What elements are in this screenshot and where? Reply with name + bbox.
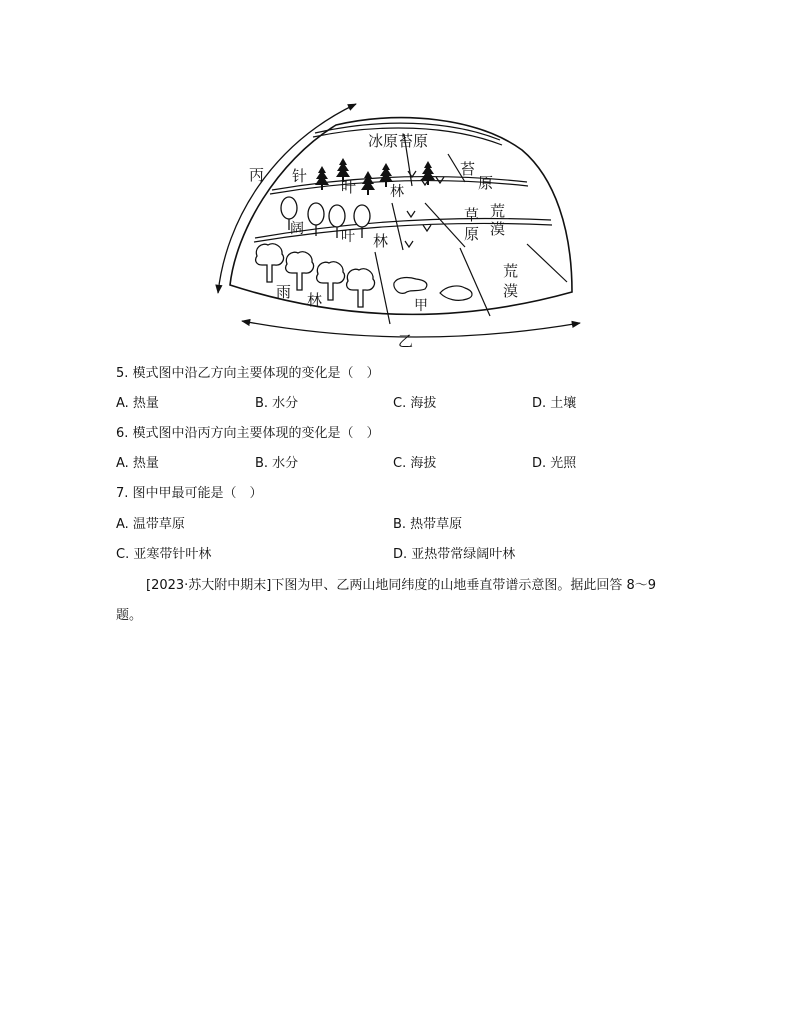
question-5-stem: 5. 模式图中沿乙方向主要体现的变化是（ ） bbox=[116, 366, 380, 381]
question-7-option-c: C. 亚寒带针叶林 bbox=[116, 547, 212, 562]
question-5-option-d: D. 土壤 bbox=[532, 396, 577, 411]
question-5-option-b: B. 水分 bbox=[255, 396, 299, 411]
zone-label-grass-2: 原 bbox=[464, 225, 480, 243]
vertical-zonation-diagram bbox=[210, 98, 590, 348]
arrow-label-yi: 乙 bbox=[398, 332, 414, 348]
zone-label-broadleaf-3: 林 bbox=[373, 232, 389, 250]
zone-label-desert-lower-1: 荒 bbox=[503, 262, 519, 280]
zone-label-tundra-1: 苔 bbox=[460, 160, 476, 178]
zone-label-rain-2: 林 bbox=[307, 291, 323, 309]
question-6-option-d: D. 光照 bbox=[532, 456, 577, 471]
zone-label-conifer-2: 叶 bbox=[341, 178, 357, 196]
zone-label-desert-upper-2: 漠 bbox=[490, 220, 506, 238]
question-6-option-b: B. 水分 bbox=[255, 456, 299, 471]
question-5-option-c: C. 海拔 bbox=[393, 396, 437, 411]
question-6-option-c: C. 海拔 bbox=[393, 456, 437, 471]
question-6-option-a: A. 热量 bbox=[116, 456, 159, 471]
intro-paragraph: [2023·苏大附中期末]下图为甲、乙两山地同纬度的山地垂直带谱示意图。据此回答 8～9 题。 bbox=[116, 578, 657, 623]
zone-label-conifer-3: 林 bbox=[390, 184, 404, 200]
question-7-option-a: A. 温带草原 bbox=[116, 517, 185, 532]
zone-label-grass-1: 草 bbox=[464, 206, 480, 224]
zone-label-conifer-1: 针 bbox=[292, 167, 308, 185]
question-7-stem: 7. 图中甲最可能是（ ） bbox=[116, 486, 263, 501]
question-7-option-b: B. 热带草原 bbox=[393, 517, 463, 532]
zone-label-broadleaf-2: 叶 bbox=[341, 229, 355, 245]
question-5-option-a: A. 热量 bbox=[116, 396, 159, 411]
zone-label-rain-1: 雨 bbox=[276, 283, 292, 301]
zone-label-desert-upper-1: 荒 bbox=[490, 202, 506, 220]
zone-label-ice-tundra: 冰原苔原 bbox=[368, 132, 429, 150]
question-6-stem: 6. 模式图中沿丙方向主要体现的变化是（ ） bbox=[116, 426, 380, 441]
zone-label-desert-lower-2: 漠 bbox=[503, 282, 519, 300]
zone-label-jia: 甲 bbox=[414, 298, 428, 314]
zone-label-tundra-2: 原 bbox=[478, 174, 494, 192]
arrow-label-bing: 丙 bbox=[249, 166, 265, 184]
question-7-option-d: D. 亚热带常绿阔叶林 bbox=[393, 547, 516, 562]
zone-label-broadleaf-1: 阔 bbox=[290, 221, 304, 237]
